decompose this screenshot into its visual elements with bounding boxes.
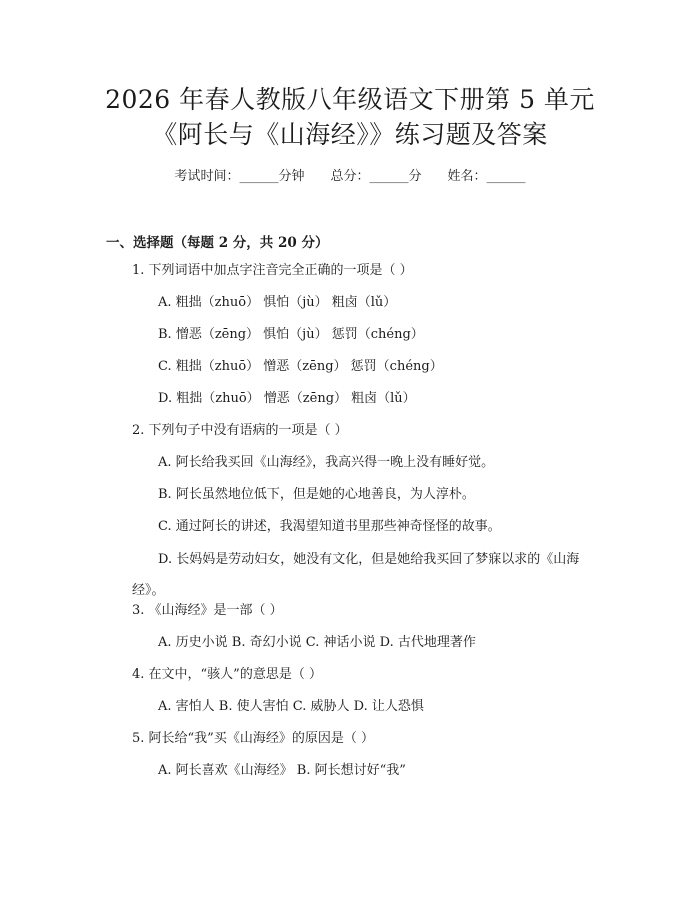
question-2-option-b: B. 阿长虽然地位低下，但是她的心地善良，为人淳朴。: [158, 487, 475, 502]
question-2-stem: 2. 下列句子中没有语病的一项是（ ）: [132, 423, 348, 438]
exam-time-field: 考试时间：______分钟: [174, 169, 305, 184]
question-5-stem: 5. 阿长给“我”买《山海经》的原因是（ ）: [132, 731, 374, 746]
question-2-option-a: A. 阿长给我买回《山海经》，我高兴得一晚上没有睡好觉。: [158, 455, 495, 470]
question-4-options: A. 害怕人 B. 使人害怕 C. 威胁人 D. 让人恐惧: [158, 699, 424, 714]
document-title-line-1: 2026 年春人教版八年级语文下册第 5 单元: [105, 85, 595, 114]
total-score-field: 总分：______分: [330, 169, 422, 184]
question-1-option-c: C. 粗拙（zhuō） 憎恶（zēng） 惩罚（chéng）: [158, 359, 443, 374]
question-1-option-b: B. 憎恶（zēng） 惧怕（jù） 惩罚（chéng）: [158, 327, 424, 342]
question-1-option-d: D. 粗拙（zhuō） 憎恶（zēng） 粗卤（lǔ）: [158, 391, 416, 406]
section-heading: 一、选择题（每题 2 分，共 20 分）: [106, 235, 329, 251]
document-title-line-2: 《阿长与《山海经》》练习题及答案: [152, 120, 548, 149]
question-4-stem: 4. 在文中，“骇人”的意思是（ ）: [132, 667, 322, 682]
question-2-option-c: C. 通过阿长的讲述，我渴望知道书里那些神奇怪怪的故事。: [158, 519, 501, 534]
question-3-options: A. 历史小说 B. 奇幻小说 C. 神话小说 D. 古代地理著作: [158, 635, 476, 650]
student-name-field: 姓名：______: [447, 169, 526, 184]
question-5-options: A. 阿长喜欢《山海经》 B. 阿长想讨好“我”: [158, 763, 406, 778]
question-2-option-d: D. 长妈妈是劳动妇女，她没有文化，但是她给我买回了梦寐以求的《山海经》。: [132, 552, 580, 598]
question-1-stem: 1. 下列词语中加点字注音完全正确的一项是（ ）: [132, 263, 413, 278]
exam-info-row: [0, 168, 700, 186]
question-3-stem: 3. 《山海经》是一部（ ）: [132, 603, 283, 618]
question-1-option-a: A. 粗拙（zhuō） 惧怕（jù） 粗卤（lǔ）: [158, 295, 397, 310]
